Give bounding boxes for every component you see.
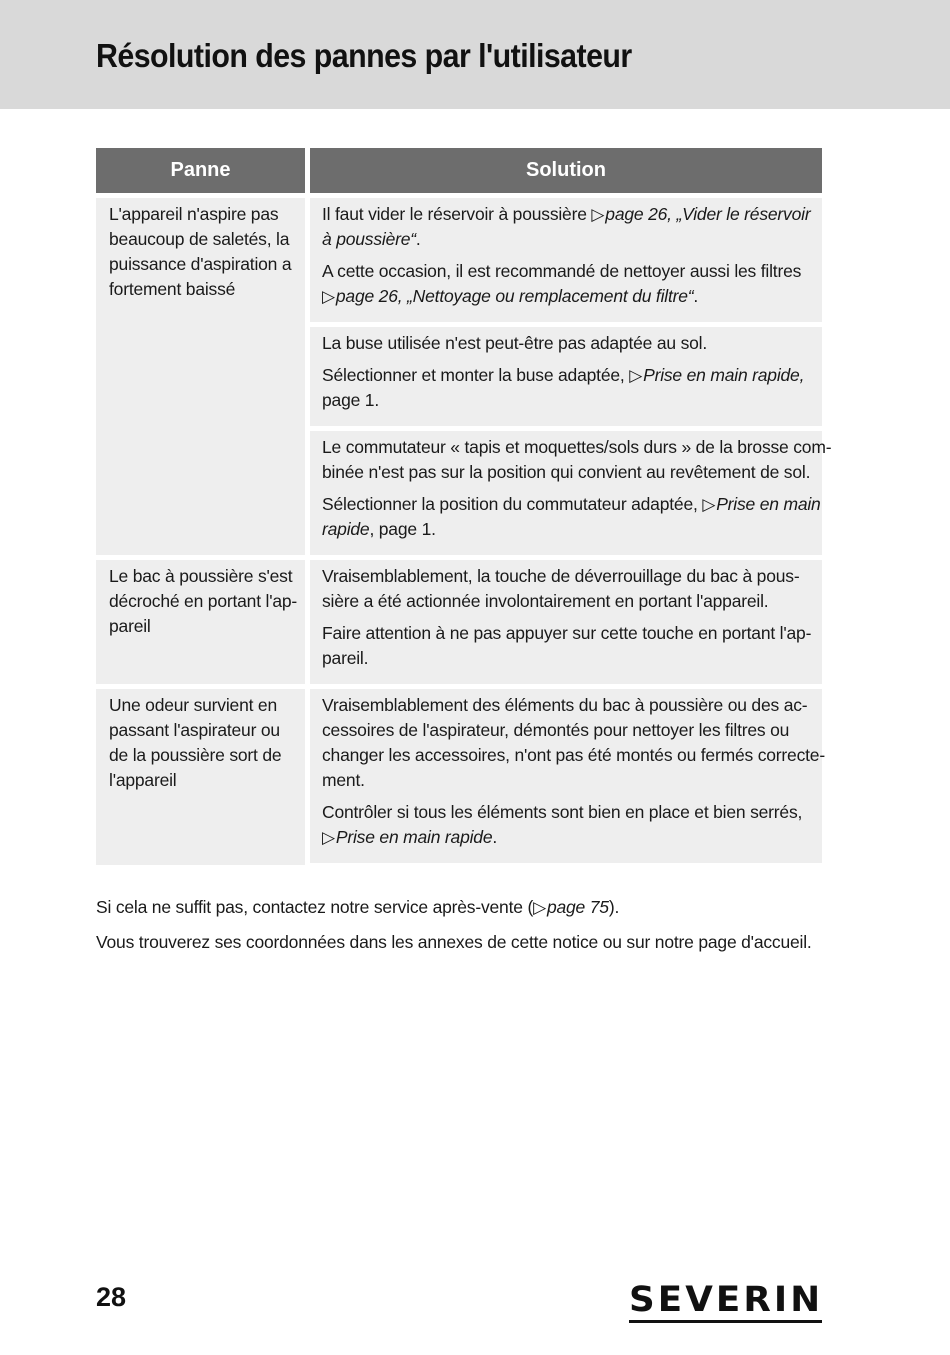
solution-text: pareil. bbox=[322, 648, 369, 668]
solution-text: . bbox=[693, 286, 699, 306]
solution-cell bbox=[310, 327, 822, 426]
panne-text: beaucoup de saletés, la bbox=[109, 229, 290, 249]
solution-text: page 1. bbox=[322, 390, 379, 410]
page-reference-link[interactable]: rapide bbox=[322, 519, 370, 539]
solution-paragraph bbox=[322, 331, 812, 356]
solution-paragraph bbox=[322, 363, 812, 413]
panne-text: Le bac à poussière s'est bbox=[109, 566, 293, 586]
panne-text: fortement baissé bbox=[109, 279, 236, 299]
page-title: Résolution des pannes par l'utilisateur bbox=[96, 37, 632, 74]
logo-underline bbox=[629, 1320, 822, 1323]
solution-text: cessoires de l'aspirateur, démontés pour nettoyer les filtres ou bbox=[322, 720, 790, 740]
panne-cell bbox=[96, 689, 305, 865]
solution-text: sière a été actionnée involontairement en portant l'appareil. bbox=[322, 591, 769, 611]
severin-logo bbox=[629, 1280, 824, 1325]
panne-text: puissance d'aspiration a bbox=[109, 254, 292, 274]
solution-text: . bbox=[415, 229, 421, 249]
solution-paragraph bbox=[322, 435, 832, 485]
solution-text: Sélectionner la position du commutateur adaptée, bbox=[322, 494, 703, 514]
solution-paragraph bbox=[322, 259, 812, 309]
solution-cell bbox=[310, 431, 832, 555]
solution-text: . bbox=[492, 827, 498, 847]
panne-text: passant l'aspirateur ou bbox=[109, 720, 280, 740]
column-header-solution: Solution bbox=[310, 148, 822, 193]
reference-arrow-icon: ▷ bbox=[322, 287, 335, 306]
page-reference-link[interactable]: page 75 bbox=[546, 897, 609, 917]
reference-arrow-icon: ▷ bbox=[702, 495, 716, 514]
page-number: 28 bbox=[96, 1282, 127, 1312]
solution-text: Le commutateur « tapis et moquettes/sols durs » de la brosse com- bbox=[322, 437, 832, 457]
solution-text: ment. bbox=[322, 770, 365, 790]
solution-text: Vraisemblablement des éléments du bac à poussière ou des ac- bbox=[322, 695, 808, 715]
solution-text: Sélectionner et monter la buse adaptée, bbox=[322, 365, 630, 385]
panne-text: décroché en portant l'ap- bbox=[109, 591, 298, 611]
reference-arrow-icon: ▷ bbox=[533, 898, 546, 917]
page-reference-link[interactable]: Prise en main rapide bbox=[335, 827, 493, 847]
reference-arrow-icon: ▷ bbox=[629, 366, 643, 385]
page-reference-link[interactable]: à poussière“ bbox=[322, 229, 416, 249]
solution-cell bbox=[310, 560, 822, 684]
solution-text: binée n'est pas sur la position qui convient au revêtement de sol. bbox=[322, 462, 811, 482]
column-header-panne: Panne bbox=[96, 148, 305, 193]
solution-text: Vraisemblablement, la touche de déverrouillage du bac à pous- bbox=[322, 566, 800, 586]
page-reference-link[interactable]: Prise en main rapide, bbox=[643, 365, 805, 385]
footer-text: ). bbox=[608, 897, 620, 917]
panne-cell bbox=[96, 560, 305, 684]
footer-text: Si cela ne suffit pas, contactez notre service après-vente ( bbox=[96, 897, 534, 917]
panne-text: pareil bbox=[109, 616, 151, 636]
panne-text: Une odeur survient en bbox=[109, 695, 277, 715]
solution-text: La buse utilisée n'est peut-être pas adaptée au sol. bbox=[322, 333, 708, 353]
brand-wordmark: SEVERIN bbox=[629, 1280, 824, 1320]
solution-paragraph bbox=[322, 564, 812, 614]
panne-cell bbox=[96, 198, 305, 555]
solution-text: Faire attention à ne pas appuyer sur cette touche en portant l'ap- bbox=[322, 623, 812, 643]
solution-paragraph bbox=[322, 800, 812, 850]
page-reference-link[interactable]: page 26, „Nettoyage ou remplacement du filtre“ bbox=[335, 286, 694, 306]
panne-text: L'appareil n'aspire pas bbox=[109, 204, 279, 224]
footer-note-service bbox=[96, 897, 619, 918]
solution-text: Il faut vider le réservoir à poussière bbox=[322, 204, 592, 224]
footer-note-contact: Vous trouverez ses coordonnées dans les annexes de cette notice ou sur notre page d'accueil. bbox=[96, 932, 812, 952]
solution-text: , page 1. bbox=[369, 519, 436, 539]
solution-text: Contrôler si tous les éléments sont bien en place et bien serrés, bbox=[322, 802, 803, 822]
page-reference-link[interactable]: Prise en main bbox=[716, 494, 821, 514]
solution-text: A cette occasion, il est recommandé de nettoyer aussi les filtres bbox=[322, 261, 802, 281]
solution-cell bbox=[310, 198, 822, 322]
reference-arrow-icon: ▷ bbox=[322, 828, 335, 847]
solution-paragraph bbox=[322, 693, 825, 793]
solution-paragraph bbox=[322, 492, 821, 542]
solution-text: changer les accessoires, n'ont pas été montés ou fermés correcte- bbox=[322, 745, 825, 765]
solution-paragraph bbox=[322, 621, 812, 671]
panne-text: l'appareil bbox=[109, 770, 177, 790]
panne-text: de la poussière sort de bbox=[109, 745, 282, 765]
solution-cell bbox=[310, 689, 825, 863]
reference-arrow-icon: ▷ bbox=[591, 205, 605, 224]
solution-paragraph bbox=[322, 202, 812, 252]
page-reference-link[interactable]: page 26, „Vider le réservoir bbox=[605, 204, 811, 224]
